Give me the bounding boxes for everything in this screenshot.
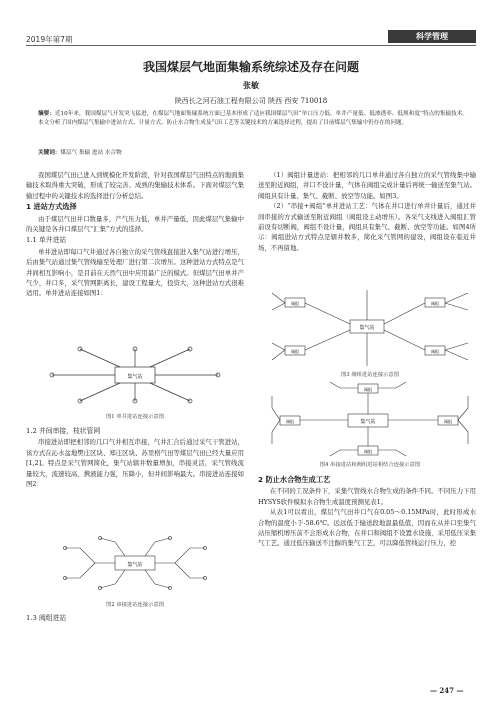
affiliation: 陕西长之河石油工程有限公司 陕西 西安 710018 (174, 97, 328, 105)
figure-3-diagram (270, 288, 470, 368)
figure-4 (270, 380, 470, 468)
issue-label: 2019年第7期 (26, 35, 73, 44)
fig4-valve-label: 阀组 (286, 419, 294, 424)
valve-group-paragraph-1: （1）阀组计量进站：把相邻的几口单井通过各自独立的采气管线集中输送至附近阀组，井口不设计量，气体在阀组完成计量后再统一输送至集气站。阀组具有计量、集气、截断、放空等功能。如图3。 (258, 171, 476, 200)
fig4-valve-label: 阀组 (364, 449, 372, 454)
section-1-paragraph: 由于煤层气田井口数量多，产气压力低，单井产量低，因此煤层气集输中的关键是各井口煤层气“汇集”方式的选择。 (26, 214, 244, 234)
figure-3 (270, 288, 470, 378)
figure-2-diagram (60, 534, 210, 592)
figure-2-caption: 图2 串接进站连接示意图 (105, 602, 165, 608)
fig3-valve-label: 阀组 (431, 301, 439, 306)
fig3-valve-label: 阀组 (291, 349, 299, 354)
section-badge: 科学管理 (388, 30, 476, 43)
section-1-2-heading: 1.2 井间串接，枝状管网 (26, 427, 101, 435)
right-column-lower (258, 474, 476, 549)
fig4-station-label: 集气站 (360, 419, 376, 425)
valve-group-paragraph-2: （2）“串接+阀组”单井进站工艺：气体在井口进行单井计量后，通过井间串接的方式输送至附近阀组（阀组设主动增压）。各采气支线进入阀组汇管前设有切断阀，阀组不设计量，阀组具有集气、截断、放空等功能。如图4所示：阀组进站方式特点是辖井数多，简化采气管网的建设，阀组设在临近井场，不再留地。 (258, 202, 476, 252)
fig3-valve-label: 阀组 (431, 349, 439, 354)
fig2-station-label: 集气站 (127, 562, 143, 568)
right-column (258, 170, 476, 253)
section-1-1-paragraph: 单井进站即每口气井通过各自独立的采气管线直接进入集气站进行增压，后由集气站通过集气管线输至处理厂进行第二次增压。这种进站方式特点是气井间相互影响小，是目前在天然气田中应用最广泛的模式。但煤层气田单井产气少，井口多，采气管网距离长，建设工程量大，投资大，这种进站方式很难适用。单井进站连接如图1： (26, 247, 244, 298)
section-1-1-heading: 1.1 单井进站 (26, 236, 67, 245)
fig4-valve-label: 阀组 (364, 387, 372, 392)
figure-1-diagram (40, 346, 230, 404)
paper-title: 我国煤层气地面集输系统综述及存在问题 (142, 60, 359, 74)
figure-4-diagram (270, 380, 470, 458)
figure-1-caption: 图1 单井进站连接示意图 (105, 414, 165, 420)
abstract-label: 摘要： (38, 111, 55, 117)
section-2-paragraph-2: 从表1可以看出，煤层气气田井口气在0.05～0.15MPa时，此时形成水合物的温度小于-58.6℃。远远低于输送段地温最低值，因而在从井口至集气站压缩机增压前不会形成水合物，在井口和阀组不设置水设施，采用低压采集气工艺。通过低压输送不注醇的集气工艺，可以降低管线运行压力，控 (258, 508, 476, 548)
figure-3-caption: 图3 阀组进站连接示意图 (340, 372, 400, 378)
page-number: — 247 — (430, 686, 464, 695)
left-column-tail (26, 612, 244, 624)
figure-2 (60, 534, 210, 608)
author: 张敏 (243, 80, 259, 90)
keywords (38, 148, 468, 156)
figure-1 (40, 346, 230, 420)
header-divider (26, 45, 476, 46)
section-2-heading: 2 防止水合物生成工艺 (258, 475, 331, 484)
fig3-station-label: 集气站 (359, 325, 375, 331)
intro-paragraph: 我国煤层气田已进入到规模化开发阶段，针对我国煤层气田特点的地面集输技术取得重大突破，形成了较完善、成熟的集输技术体系。下面对煤层气集输过程中的关键技术的选择进行分析总结。 (26, 171, 244, 200)
section-1-2-paragraph: 串接进站即把相邻的几口气井相互串接，气井汇合后通过采气干管进站，该方式在沁水盆地樊庄区块、郑庄区块、苏里格气田等煤层气田已经大量应用[1,2]。特点是采气管网简化，集气站辖井数量增加，串接灵活，采气管线流量较大，流速较高，携液能力强，压降小，但井间影响最大。串接进站连接如图2： (26, 438, 244, 489)
section-2-paragraph-1: 在不同的工况条件下，采集气管线水合物生成的条件不同。不同压力下用HYSYS软件模拟水合物生成温度预测见表1。 (258, 487, 476, 506)
figure-4-caption: 图4 串接进站和阀组进站相结合连接示意图 (319, 462, 421, 468)
fig3-valve-label: 阀组 (291, 301, 299, 306)
keywords-label: 关键词： (38, 150, 61, 156)
section-1-3-heading: 1.3 阀组进站 (26, 614, 67, 622)
fig1-station-label: 集气站 (127, 374, 143, 380)
section-1-heading: 1 进站方式选择 (26, 202, 77, 212)
abstract (38, 110, 468, 128)
left-column-lower (26, 425, 244, 489)
keywords-text: 煤层气 集输 进站 水合物 (60, 150, 122, 156)
abstract-text: 近10年来，我国煤层气开发突飞猛进，在煤层气地面集输系统方面已基本形成了适应我国煤层气田“单口压力低、单井产量低、低渗透率、低规和度”特点的集输技术。本文分析了国内煤层气集输中进站方式、计量方式、防止水合物生成及气田工艺等关键技术的方案选择过程，提出了目前煤层气集输中仍存在的问题。 (38, 111, 468, 126)
fig4-valve-label: 阀组 (444, 419, 452, 424)
left-column (26, 170, 244, 299)
